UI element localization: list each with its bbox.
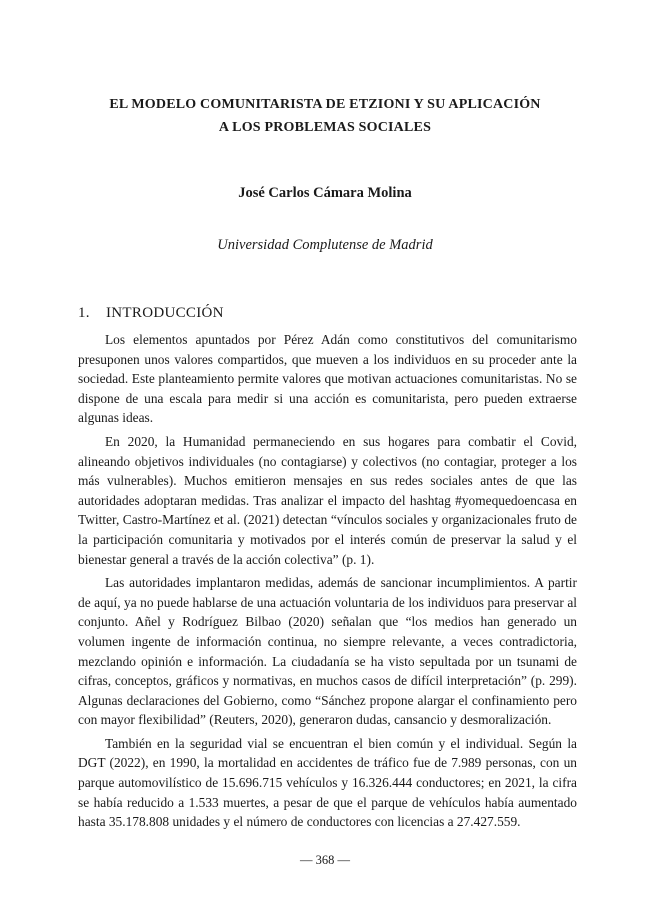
paragraph: Los elementos apuntados por Pérez Adán como constitutivos del comunitarismo presuponen unos valores compartidos, que mueven a los individuos en su proceder ante la sociedad. Este planteamiento permite valores que motivan actuaciones comunitaristas. No se dispone de una escala para medir si una acción es comunitarista, pero pueden extraerse algunas ideas. xyxy=(78,332,577,426)
paragraph: En 2020, la Humanidad permaneciendo en sus hogares para combatir el Covid, alineando objetivos individuales (no contagiarse) y colectivos (no contagiar, proteger a los más vulnerables). Muchos emitieron mensajes en sus redes sociales antes de que las autoridades adoptaran medidas. Tras analizar el impacto del hashtag #yomequedoencasa en Twitter, Castro-Martínez et al. (2021) detectan “vínculos sociales y organizacionales fruto de la participación comunitaria y motivados por el interés común de preservar la salud y el bienestar general a través de la acción colectiva” (p. 1). xyxy=(78,433,577,567)
paragraph: También en la seguridad vial se encuentran el bien común y el individual. Según la DGT (2022), en 1990, la mortalidad en accidentes de tráfico fue de 7.989 personas, con un parque automovilístico de 15.696.715 vehículos y 16.326.444 conductores; en 2021, la cifra se había reducido a 1.533 muertes, a pesar de que el parque de vehículos había aumentado hasta 35.178.808 unidades y el número de conductores con licencias a 27.427.559. xyxy=(78,735,577,830)
paragraph: Las autoridades implantaron medidas, además de sancionar incumplimientos. A partir de aquí, ya no puede hablarse de una actuación voluntaria de los individuos para preservar al conjunto. Añel y Rodríguez Bilbao (2020) señalan que “los medios han generado un volumen ingente de información continua, no siempre relevante, a veces contradictoria, mezclando opinión e información. La ciudadanía se ha visto sepultada por un tsunami de cifras, conceptos, gráficos y normativas, en muchos casos de difícil interpretación” (p. 299). Algunas declaraciones del Gobierno, como “Sánchez propone alargar el confinamiento pero con mayor flexibilidad” (Reuters, 2020), generaron dudas, cansancio y desmoralización. xyxy=(78,575,577,728)
section-title: INTRODUCCIÓN xyxy=(106,305,224,321)
paper-title-line-1: EL MODELO COMUNITARISTA DE ETZIONI Y SU APLICACIÓN xyxy=(109,97,541,112)
section-number: 1. xyxy=(78,305,90,321)
paper-title xyxy=(60,93,590,139)
page-number: — 368 — xyxy=(300,853,350,867)
author-name: José Carlos Cámara Molina xyxy=(238,185,412,201)
section-body xyxy=(78,330,577,836)
section-heading xyxy=(78,305,224,322)
author-affiliation: Universidad Complutense de Madrid xyxy=(217,237,433,253)
paper-title-line-2: A LOS PROBLEMAS SOCIALES xyxy=(218,120,432,135)
